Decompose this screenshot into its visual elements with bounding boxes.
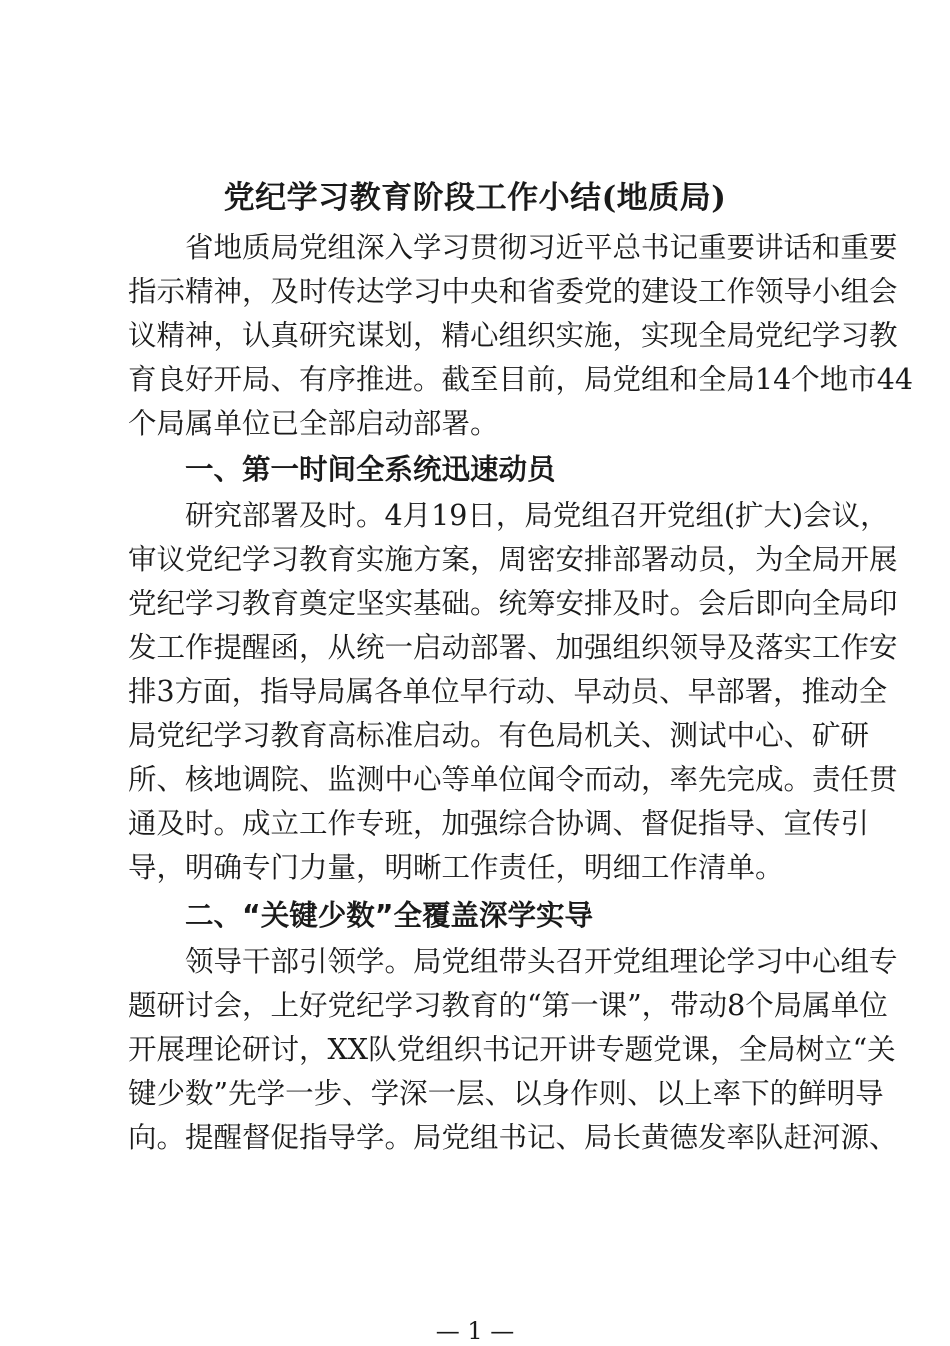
- paragraph-line: 育良好开局、有序推进。截至目前，局党组和全局14个地市44: [128, 363, 914, 396]
- paragraph-line: 领导干部引领学。局党组带头召开党组理论学习中心组专: [185, 945, 898, 978]
- paragraph-line: 题研讨会，上好党纪学习教育的“第一课”，带动8个局属单位: [128, 989, 888, 1022]
- paragraph-line: 通及时。成立工作专班，加强综合协调、督促指导、宣传引: [128, 807, 870, 840]
- paragraph-line: 省地质局党组深入学习贯彻习近平总书记重要讲话和重要: [185, 231, 898, 264]
- paragraph-line: 导，明确专门力量，明晰工作责任，明细工作清单。: [128, 851, 784, 884]
- section-2-paragraph: [128, 940, 898, 1160]
- section-heading-2: 二、“关键少数”全覆盖深学实导: [185, 899, 593, 932]
- paragraph-line: 指示精神，及时传达学习中央和省委党的建设工作领导小组会: [128, 275, 898, 308]
- paragraph-line: 键少数”先学一步、学深一层、以身作则、以上率下的鲜明导: [128, 1077, 884, 1110]
- paragraph-line: 研究部署及时。4月19日，局党组召开党组(扩大)会议，: [185, 499, 889, 532]
- paragraph-line: 开展理论研讨，XX队党组织书记开讲专题党课，全局树立“关: [128, 1033, 896, 1066]
- paragraph-line: 所、核地调院、监测中心等单位闻令而动，率先完成。责任贯: [128, 763, 898, 796]
- paragraph-line: 议精神，认真研究谋划，精心组织实施，实现全局党纪学习教: [128, 319, 898, 352]
- section-1-paragraph: [128, 494, 898, 890]
- paragraph-line: 审议党纪学习教育实施方案，周密安排部署动员，为全局开展: [128, 543, 898, 576]
- document-title: 党纪学习教育阶段工作小结(地质局): [223, 180, 727, 216]
- paragraph-line: 局党纪学习教育高标准启动。有色局机关、测试中心、矿研: [128, 719, 870, 752]
- page-number: — 1 —: [435, 1317, 515, 1345]
- paragraph-line: 党纪学习教育奠定坚实基础。统筹安排及时。会后即向全局印: [128, 587, 898, 620]
- paragraph-line: 向。提醒督促指导学。局党组书记、局长黄德发率队赶河源、: [128, 1121, 898, 1154]
- paragraph-line: 发工作提醒函，从统一启动部署、加强组织领导及落实工作安: [128, 631, 898, 664]
- paragraph-line: 个局属单位已全部启动部署。: [128, 407, 499, 440]
- paragraph-line: 排3方面，指导局属各单位早行动、早动员、早部署，推动全: [128, 675, 888, 708]
- section-heading-1: 一、第一时间全系统迅速动员: [185, 453, 556, 486]
- intro-paragraph: [128, 226, 914, 446]
